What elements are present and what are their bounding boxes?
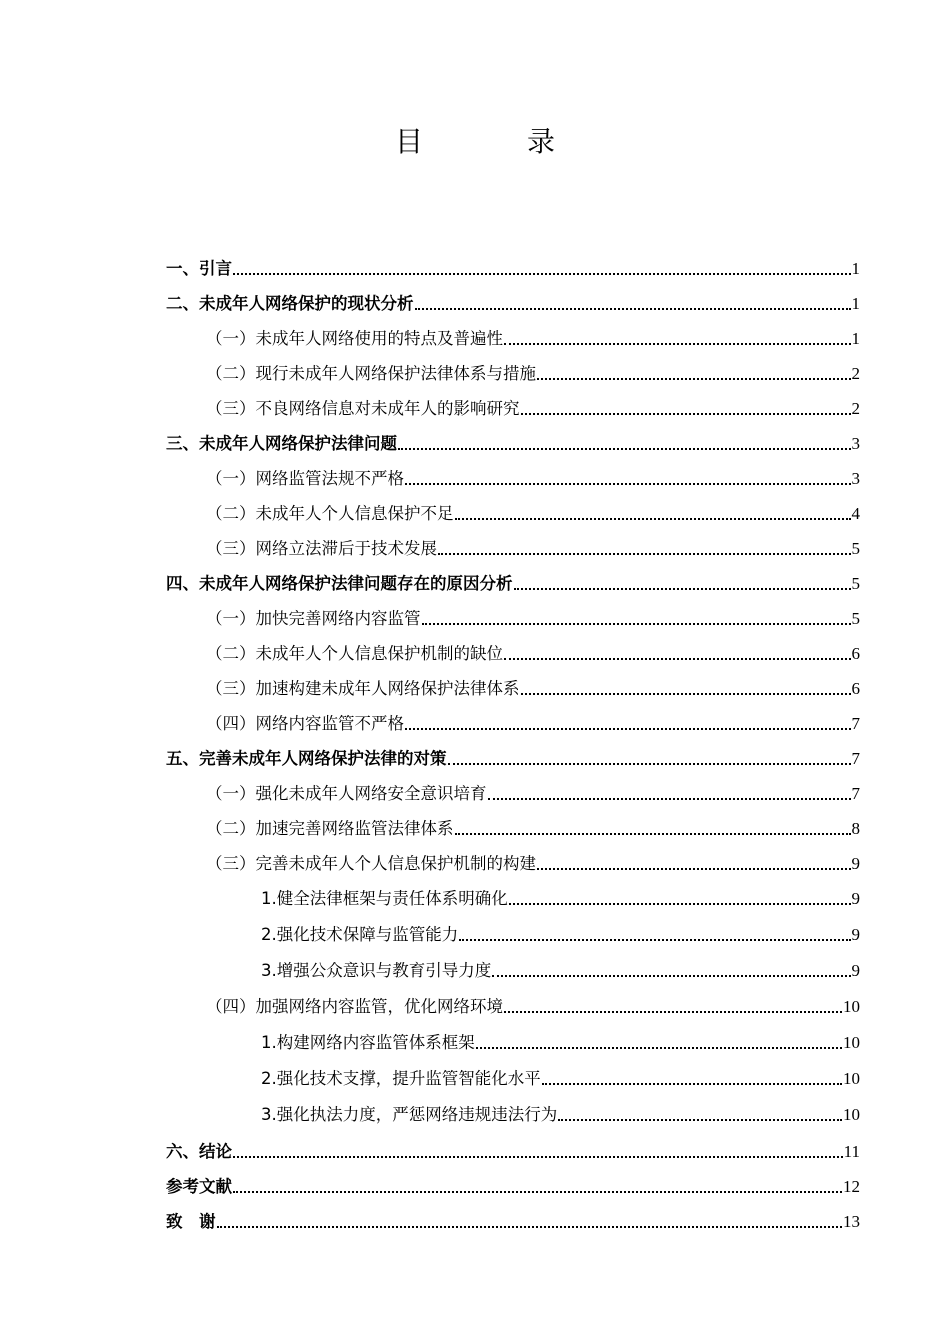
toc-entry[interactable] [261, 960, 860, 982]
toc-entry-page-number: 3 [851, 434, 860, 453]
toc-entry-page-number: 10 [843, 1033, 860, 1052]
toc-entry-title: （一）网络监管法规不严格 [206, 469, 404, 488]
toc-entry[interactable] [166, 573, 860, 595]
toc-entry[interactable] [206, 503, 860, 525]
toc-entry-title: 3.增强公众意识与教育引导力度 [261, 961, 492, 980]
dot-leader [537, 868, 851, 870]
toc-entry-title: （二）未成年人个人信息保护机制的缺位 [206, 644, 503, 663]
dot-leader [459, 939, 850, 941]
toc-entry-title: 3.强化执法力度，严惩网络违规违法行为 [261, 1105, 558, 1124]
toc-entry-page-number: 12 [843, 1177, 860, 1196]
toc-entry-page-number: 2 [851, 364, 860, 383]
toc-entry-page-number: 7 [851, 749, 860, 768]
toc-entry-title: 三、未成年人网络保护法律问题 [166, 434, 397, 453]
toc-entry-title: 1.构建网络内容监管体系框架 [261, 1033, 475, 1052]
toc-entry-page-number: 6 [851, 679, 860, 698]
dot-leader [398, 448, 851, 450]
toc-entry[interactable] [166, 293, 860, 315]
toc-entry-title: （四）网络内容监管不严格 [206, 714, 404, 733]
toc-entry-title: （一）未成年人网络使用的特点及普遍性 [206, 329, 503, 348]
toc-entry[interactable] [206, 398, 860, 420]
toc-entry[interactable] [206, 783, 860, 805]
toc-entry-title: （三）不良网络信息对未成年人的影响研究 [206, 399, 520, 418]
toc-entry[interactable] [206, 328, 860, 350]
toc-entry-page-number: 9 [851, 961, 860, 980]
toc-entry-page-number: 10 [843, 1069, 860, 1088]
toc-entry-title: （一）强化未成年人网络安全意识培育 [206, 784, 487, 803]
toc-entry-title: （四）加强网络内容监管，优化网络环境 [206, 997, 503, 1016]
toc-entry-title: 2.强化技术支撑，提升监管智能化水平 [261, 1069, 541, 1088]
dot-leader [504, 1011, 842, 1013]
dot-leader [509, 903, 851, 905]
toc-entry[interactable] [166, 1141, 860, 1163]
dot-leader [488, 798, 851, 800]
toc-entry-page-number: 6 [851, 644, 860, 663]
toc-entry-page-number: 9 [851, 925, 860, 944]
dot-leader [233, 1191, 842, 1193]
toc-entry-page-number: 8 [851, 819, 860, 838]
toc-entry-title: 参考文献 [166, 1177, 232, 1196]
dot-leader [521, 693, 851, 695]
toc-entry-page-number: 4 [851, 504, 860, 523]
dot-leader [233, 1156, 843, 1158]
toc-entry[interactable] [206, 853, 860, 875]
dot-leader [405, 728, 851, 730]
toc-entry-title: （二）现行未成年人网络保护法律体系与措施 [206, 364, 536, 383]
toc-entry-title: 一、引言 [166, 259, 232, 278]
toc-entry-page-number: 5 [851, 609, 860, 628]
dot-leader [542, 1083, 842, 1085]
toc-entry[interactable] [206, 363, 860, 385]
toc-entry-page-number: 1 [851, 294, 860, 313]
toc-entry-page-number: 11 [843, 1142, 860, 1161]
toc-entry-title: 致 谢 [166, 1212, 216, 1231]
toc-entry-page-number: 10 [843, 997, 860, 1016]
toc-entry-page-number: 5 [851, 539, 860, 558]
toc-entry-title: 六、结论 [166, 1142, 232, 1161]
toc-entry[interactable] [206, 996, 860, 1018]
toc-entry-title: （二）加速完善网络监管法律体系 [206, 819, 454, 838]
toc-entry[interactable] [166, 433, 860, 455]
toc-entry-page-number: 1 [851, 329, 860, 348]
dot-leader [521, 413, 851, 415]
toc-entry-page-number: 9 [851, 889, 860, 908]
toc-entry-title: 2.强化技术保障与监管能力 [261, 925, 459, 944]
toc-entry-title: （三）网络立法滞后于技术发展 [206, 539, 437, 558]
toc-entry[interactable] [166, 1176, 860, 1198]
toc-entry[interactable] [206, 608, 860, 630]
dot-leader [504, 658, 851, 660]
dot-leader [415, 308, 851, 310]
toc-entry-page-number: 7 [851, 714, 860, 733]
dot-leader [438, 553, 851, 555]
toc-entry-page-number: 10 [843, 1105, 860, 1124]
toc-entry-title: 五、完善未成年人网络保护法律的对策 [166, 749, 447, 768]
dot-leader [476, 1047, 842, 1049]
toc-entry[interactable] [166, 1211, 860, 1233]
toc-entry-page-number: 2 [851, 399, 860, 418]
toc-entry-page-number: 3 [851, 469, 860, 488]
dot-leader [455, 518, 851, 520]
dot-leader [537, 378, 851, 380]
dot-leader [217, 1226, 843, 1228]
toc-entry[interactable] [166, 748, 860, 770]
dot-leader [558, 1119, 842, 1121]
dot-leader [504, 343, 851, 345]
toc-entry-page-number: 1 [851, 259, 860, 278]
toc-entry[interactable] [261, 1104, 860, 1126]
toc-entry[interactable] [206, 643, 860, 665]
toc-entry[interactable] [261, 888, 860, 910]
toc-entry[interactable] [261, 924, 860, 946]
toc-entry[interactable] [261, 1032, 860, 1054]
toc-entry[interactable] [206, 818, 860, 840]
dot-leader [405, 483, 851, 485]
toc-entry[interactable] [206, 678, 860, 700]
toc-entry[interactable] [261, 1068, 860, 1090]
toc-entry[interactable] [206, 538, 860, 560]
toc-entry-title: （三）完善未成年人个人信息保护机制的构建 [206, 854, 536, 873]
toc-title: 目 录 [394, 125, 593, 158]
dot-leader [514, 588, 851, 590]
toc-entry[interactable] [166, 258, 860, 280]
toc-entry-title: （三）加速构建未成年人网络保护法律体系 [206, 679, 520, 698]
dot-leader [422, 623, 851, 625]
toc-entry-title: 四、未成年人网络保护法律问题存在的原因分析 [166, 574, 513, 593]
toc-entry[interactable] [206, 468, 860, 490]
toc-entry-page-number: 9 [851, 854, 860, 873]
toc-entry-title: 二、未成年人网络保护的现状分析 [166, 294, 414, 313]
dot-leader [448, 763, 851, 765]
toc-entry-page-number: 7 [851, 784, 860, 803]
toc-entry-title: （一）加快完善网络内容监管 [206, 609, 421, 628]
dot-leader [455, 833, 851, 835]
toc-entry-title: （二）未成年人个人信息保护不足 [206, 504, 454, 523]
dot-leader [492, 975, 850, 977]
toc-entry-title: 1.健全法律框架与责任体系明确化 [261, 889, 508, 908]
dot-leader [233, 273, 851, 275]
toc-entry-page-number: 5 [851, 574, 860, 593]
toc-entry-page-number: 13 [843, 1212, 860, 1231]
toc-entry[interactable] [206, 713, 860, 735]
